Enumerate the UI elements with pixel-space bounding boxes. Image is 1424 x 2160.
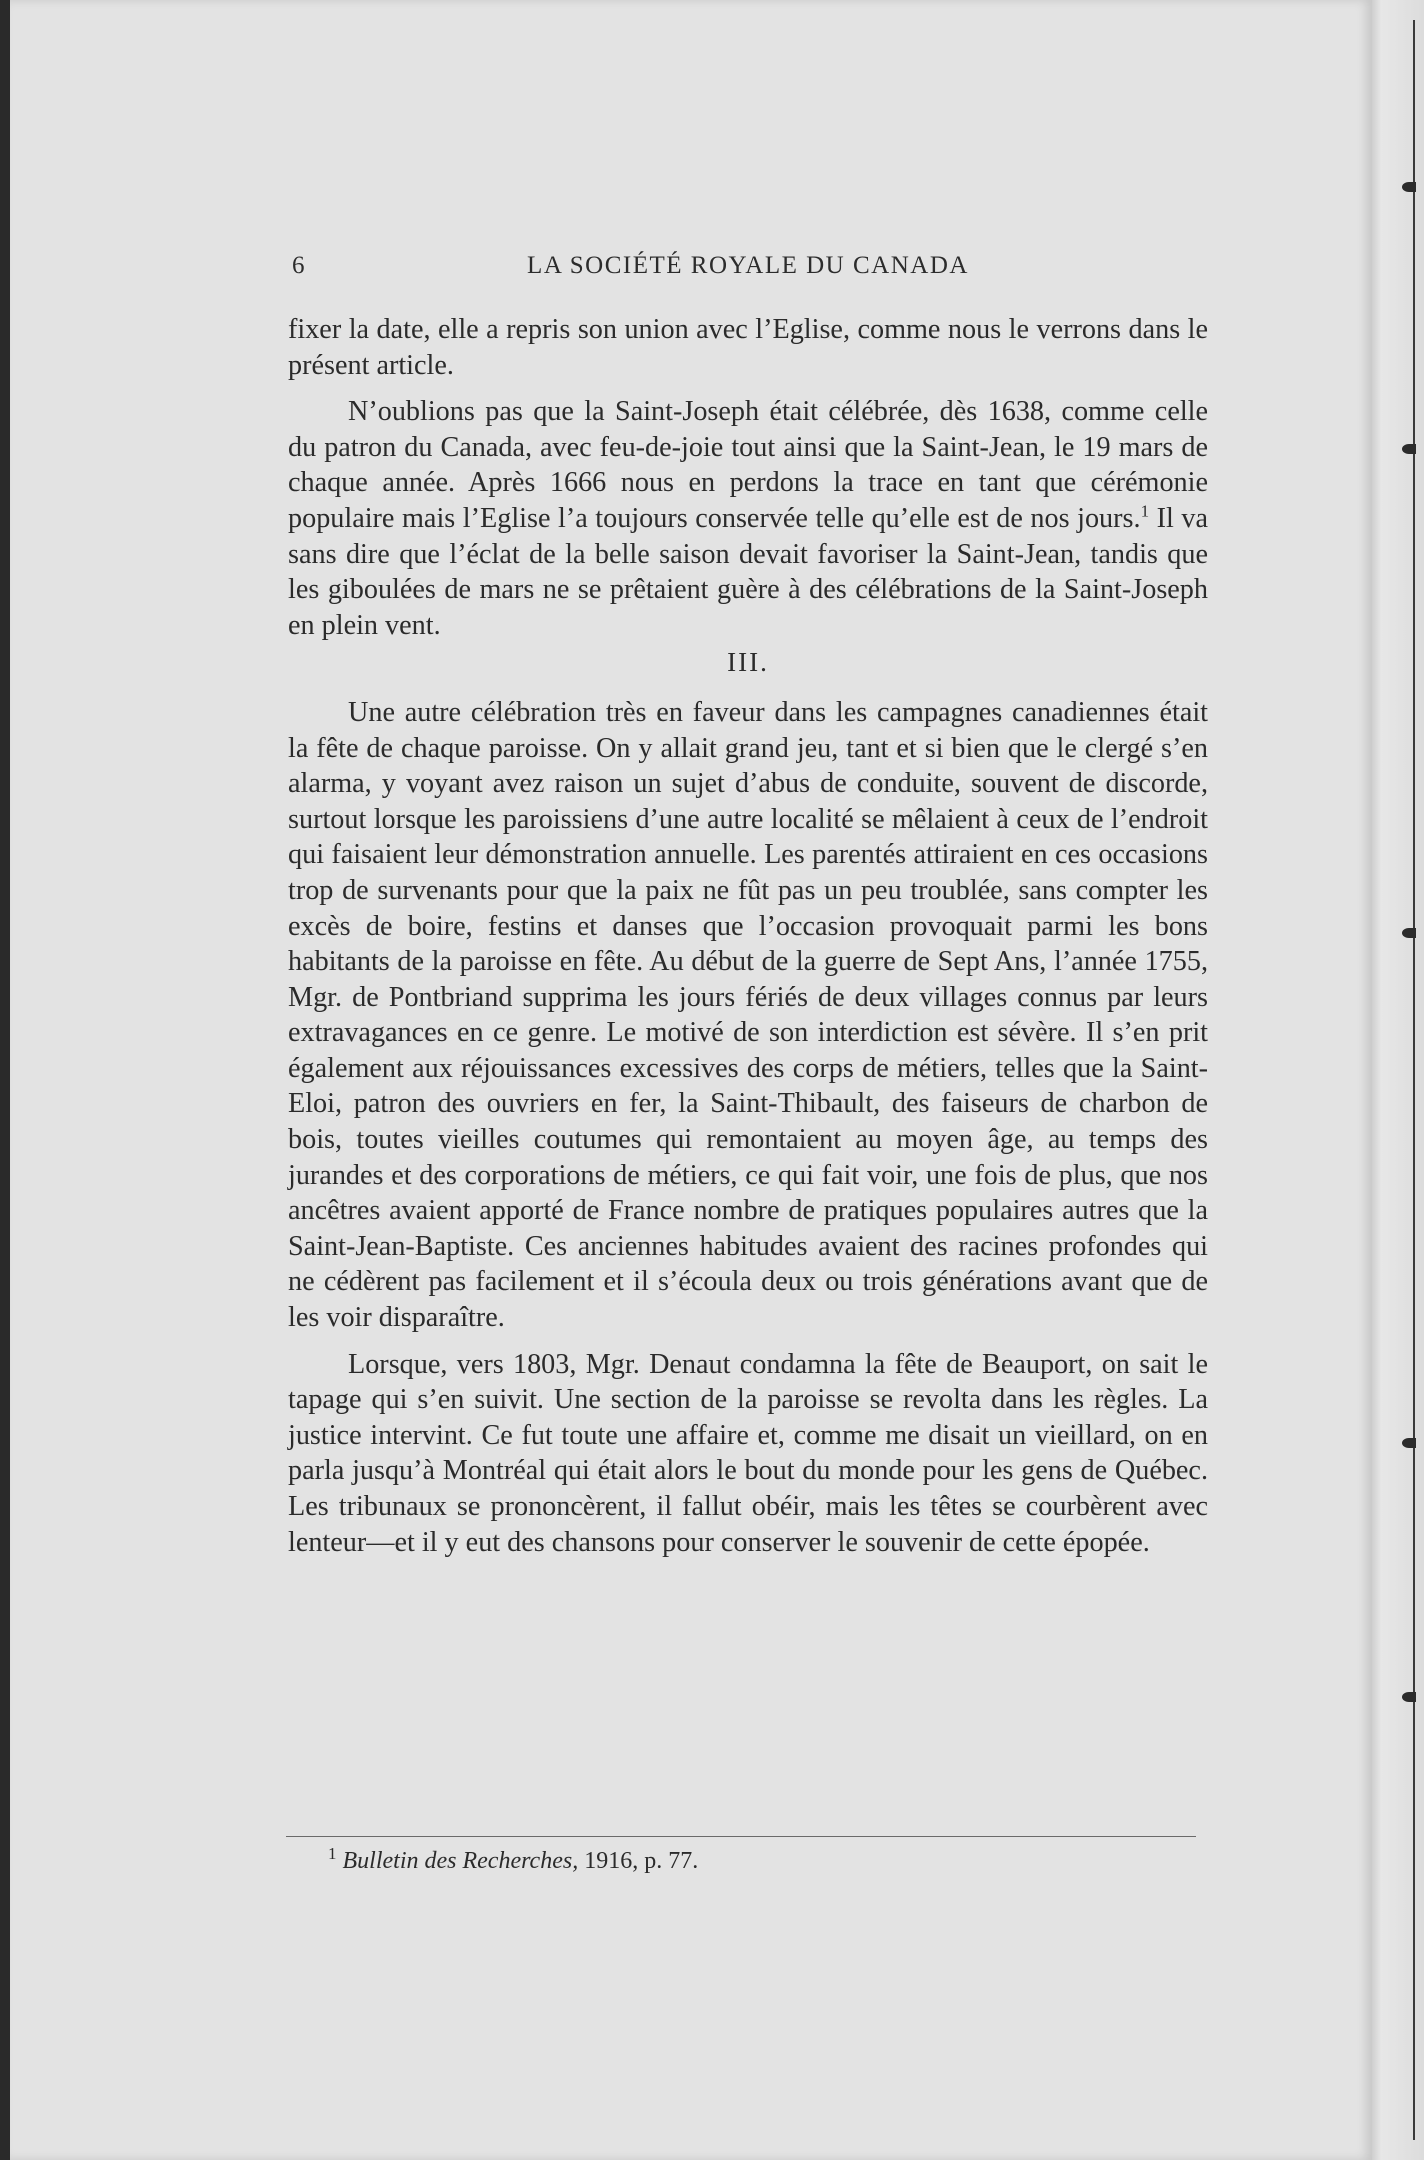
footnote-divider xyxy=(286,1836,1196,1837)
paragraph-saint-joseph-text-2: Il va sans dire que l’éclat de la belle saison devait favoriser la Saint-Jean, tandis que les giboulées de mars ne se prêtaient guère à des célébrations de la Saint-Joseph en plein vent. xyxy=(288,502,1209,641)
footnote-rest: 1916, p. 77. xyxy=(578,1848,699,1874)
page-header xyxy=(292,252,1204,292)
paragraph-saint-joseph xyxy=(288,394,1208,643)
page-number: 6 xyxy=(292,252,305,279)
scan-edge-mark xyxy=(1402,444,1416,454)
footnote xyxy=(328,1844,699,1875)
running-title: LA SOCIÉTÉ ROYALE DU CANADA xyxy=(527,252,969,279)
paragraph-beauport: Lorsque, vers 1803, Mgr. Denaut condamna la fête de Beauport, on sait le tapage qui s’en suivit. Une section de la paroisse se revolta dans les règles. La justice intervint. Ce fut toute une affaire et, comme me disait un vieillard, on en parla jusqu’à Montréal qui était alors le bout du monde pour les gens de Québec. Les tribunaux se prononcèrent, il fallut obéir, mais les têtes se courbèrent avec lenteur—et il y eut des chansons pour conserver le souvenir de cette épopée. xyxy=(288,1348,1208,1558)
footnote-reference: 1 xyxy=(1140,501,1150,521)
scan-edge-mark xyxy=(1402,1438,1416,1448)
scan-edge-line xyxy=(1413,20,1415,2140)
footnote-title: Bulletin des Recherches, xyxy=(342,1848,579,1874)
body-text xyxy=(288,312,1208,1560)
scan-edge xyxy=(1372,0,1424,2160)
paragraph-fete-paroisse: Une autre célébration très en faveur dans les campagnes canadiennes était la fête de chaque paroisse. On y allait grand jeu, tant et si bien que le clergé s’en alarma, y voyant avez raison un sujet d’abus de conduite, souvent de discorde, surtout lorsque les paroissiens d’une autre localité se mêlaient à ceux de l’endroit qui faisaient leur démonstration annuelle. Les parentés attiraient en ces occasions trop de survenants pour que la paix ne fût pas un peu troublée, sans compter les excès de boire, festins et danses que l’occasion provoquait parmi les bons habitants de la paroisse en fête. Au début de la guerre de Sept Ans, l’année 1755, Mgr. de Pontbriand supprima les jours fériés de deux villages connus par leurs extravagances en ce genre. Le motivé de son interdiction est sévère. Il s’en prit également aux réjouissances excessives des corps de métiers, telles que la Saint-Eloi, patron des ouvriers en fer, la Saint-Thibault, des faiseurs de charbon de bois, toutes vieilles coutumes qui remontaient au moyen âge, au temps des jurandes et des corporations de métiers, ce qui fait voir, une fois de plus, que nos ancêtres avaient apporté de France nombre de pratiques populaires autres que la Saint-Jean-Baptiste. Ces anciennes habitudes avaient des racines profondes qui ne cédèrent pas facilement et il s’écoula deux ou trois générations avant que de les voir disparaître. xyxy=(288,696,1208,1334)
paragraph-continued: fixer la date, elle a repris son union avec l’Eglise, comme nous le verrons dans le présent article. xyxy=(288,314,1208,381)
paragraph-saint-joseph-text: N’oublions pas que la Saint-Joseph était célébrée, dès 1638, comme celle du patron du Canada, avec feu-de-joie tout ainsi que la Saint-Jean, le 19 mars de chaque année. Après 1666 nous en perdons la trace en tant que cérémonie populaire mais l’Eglise l’a toujours conservée telle qu’elle est de nos jours. xyxy=(288,396,1208,534)
scan-edge-mark xyxy=(1402,928,1416,938)
section-heading: III. xyxy=(727,647,769,678)
scan-edge-mark xyxy=(1402,182,1416,192)
footnote-marker: 1 xyxy=(328,1844,337,1863)
scan-edge-mark xyxy=(1402,1692,1416,1702)
document-page xyxy=(10,0,1372,2160)
